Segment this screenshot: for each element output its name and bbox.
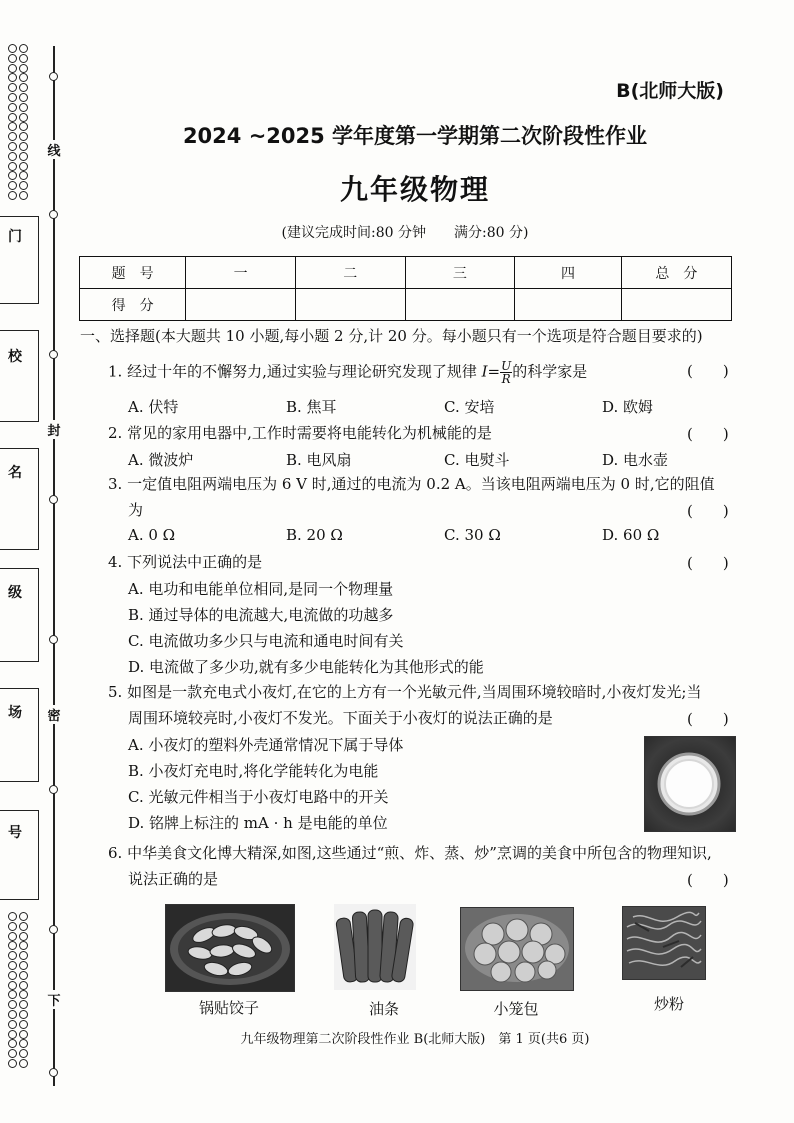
q1-denominator: R: [501, 372, 511, 386]
q3-answer-paren[interactable]: ( ): [687, 502, 729, 520]
q2-option-a: A. 微波炉: [128, 451, 194, 469]
score-cell[interactable]: [621, 289, 731, 321]
field-label-name: 名: [8, 465, 22, 481]
q1-option-c: C. 安培: [444, 398, 495, 416]
score-row-label: 得 分: [80, 289, 186, 321]
score-header-cell: 一: [186, 257, 296, 289]
fold-char-mi: 密: [46, 705, 62, 724]
score-cell[interactable]: [515, 289, 622, 321]
q4-option-b: B. 通过导体的电流越大,电流做的功越多: [128, 606, 394, 624]
question-3-stem-line2: 为: [128, 501, 144, 519]
fold-dot: [49, 350, 58, 359]
edition-label: B(北师大版): [616, 80, 724, 102]
question-6-stem-line2: 说法正确的是: [128, 870, 219, 888]
question-1-stem: [108, 360, 587, 385]
fold-dot: [49, 210, 58, 219]
night-light-icon: [645, 737, 735, 831]
q1-numerator: U: [501, 359, 512, 373]
chaofen-photo: [622, 906, 706, 980]
exam-title: 2024 ~2025 学年度第一学期第二次阶段性作业: [182, 124, 648, 148]
q5-option-a: A. 小夜灯的塑料外壳通常情况下属于导体: [128, 736, 404, 754]
caption-youtiao: 油条: [368, 1000, 399, 1018]
q1-fraction: [500, 360, 512, 385]
q4-answer-paren[interactable]: ( ): [687, 554, 729, 572]
q1-option-d: D. 欧姆: [602, 398, 654, 416]
xiaolongbao-photo: [460, 907, 574, 991]
score-header-cell: 二: [295, 257, 405, 289]
score-cell[interactable]: [295, 289, 405, 321]
question-6-stem-line1: 6. 中华美食文化博大精深,如图,这些通过“煎、炸、蒸、炒”烹调的美食中所包含的物理知识,: [108, 844, 712, 862]
q1-stem-a: 1. 经过十年的不懈努力,通过实验与理论研究发现了规律: [108, 362, 482, 381]
field-box-school: [0, 330, 39, 422]
q2-option-d: D. 电水壶: [602, 451, 669, 469]
potsticker-photo: [165, 904, 295, 992]
score-header-cell: 四: [515, 257, 622, 289]
score-cell[interactable]: [405, 289, 515, 321]
fold-dot: [49, 72, 58, 81]
caption-chaofen: 炒粉: [653, 995, 684, 1013]
score-header-cell: 题 号: [80, 257, 186, 289]
subject-title: 九年级物理: [339, 173, 490, 206]
score-table: [79, 256, 732, 321]
q3-option-b: B. 20 Ω: [286, 526, 343, 544]
question-2-stem: 2. 常见的家用电器中,工作时需要将电能转化为机械能的是: [108, 424, 492, 442]
section-heading: 一、选择题(本大题共 10 小题,每小题 2 分,计 20 分。每小题只有一个选项是符合题目要求的): [80, 327, 703, 345]
q5-option-c: C. 光敏元件相当于小夜灯电路中的开关: [128, 788, 389, 806]
fold-char-feng: 封: [46, 420, 62, 439]
question-3-stem-line1: 3. 一定值电阻两端电压为 6 V 时,通过的电流为 0.2 A。当该电阻两端电压为 0 时,它的阻值: [108, 475, 715, 493]
score-header-cell: 三: [405, 257, 515, 289]
field-label-room: 场: [8, 705, 22, 721]
page-footer: 九年级物理第二次阶段性作业 B(北师大版) 第 1 页(共6 页): [240, 1032, 590, 1047]
potsticker-icon: [166, 905, 294, 991]
q3-option-d: D. 60 Ω: [602, 526, 660, 544]
youtiao-photo: [334, 904, 416, 990]
q2-option-b: B. 电风扇: [286, 451, 352, 469]
fold-dot: [49, 1068, 58, 1077]
q5-answer-paren[interactable]: ( ): [687, 710, 729, 728]
question-4-stem: 4. 下列说法中正确的是: [108, 553, 263, 571]
q3-option-c: C. 30 Ω: [444, 526, 501, 544]
q1-stem-b: 的科学家是: [512, 362, 588, 381]
q5-option-b: B. 小夜灯充电时,将化学能转化为电能: [128, 762, 379, 780]
q1-option-a: A. 伏特: [128, 398, 179, 416]
field-label-school: 校: [8, 349, 22, 365]
q2-option-c: C. 电熨斗: [444, 451, 510, 469]
q4-option-a: A. 电功和电能单位相同,是同一个物理量: [128, 580, 394, 598]
q5-option-d: D. 铭牌上标注的 mA · h 是电能的单位: [128, 814, 388, 832]
fold-dot: [49, 495, 58, 504]
question-5-stem-line2: 周围环境较亮时,小夜灯不发光。下面关于小夜灯的说法正确的是: [128, 709, 553, 727]
xiaolongbao-icon: [461, 908, 573, 990]
score-header-cell: 总 分: [621, 257, 731, 289]
q4-option-d: D. 电流做了多少功,就有多少电能转化为其他形式的能: [128, 658, 484, 676]
score-table-score-row: [80, 289, 732, 321]
score-cell[interactable]: [186, 289, 296, 321]
fold-dot: [49, 925, 58, 934]
q1-answer-paren[interactable]: ( ): [687, 362, 729, 380]
score-table-header-row: [80, 257, 732, 289]
caption-potsticker: 锅贴饺子: [198, 999, 259, 1017]
q6-answer-paren[interactable]: ( ): [687, 871, 729, 889]
night-light-photo: [644, 736, 736, 832]
q1-formula-lhs: I=: [481, 362, 501, 381]
q2-answer-paren[interactable]: ( ): [687, 425, 729, 443]
fold-dot: [49, 635, 58, 644]
fried-noodles-icon: [623, 907, 705, 979]
q3-option-a: A. 0 Ω: [128, 526, 176, 544]
field-label-seat: 号: [8, 825, 22, 841]
caption-xiaolongbao: 小笼包: [493, 1000, 539, 1018]
field-label-1: 门: [8, 229, 22, 245]
fold-char-xian: 线: [46, 140, 62, 159]
fold-char-xia: 下: [46, 990, 62, 1009]
q4-option-c: C. 电流做功多少只与电流和通电时间有关: [128, 632, 404, 650]
time-score-info: (建议完成时间:80 分钟 满分:80 分): [281, 225, 529, 241]
youtiao-icon: [334, 904, 416, 990]
q1-option-b: B. 焦耳: [286, 398, 337, 416]
question-5-stem-line1: 5. 如图是一款充电式小夜灯,在它的上方有一个光敏元件,当周围环境较暗时,小夜灯发光;当: [108, 683, 702, 701]
fold-dot: [49, 785, 58, 794]
field-label-class: 级: [8, 585, 22, 601]
